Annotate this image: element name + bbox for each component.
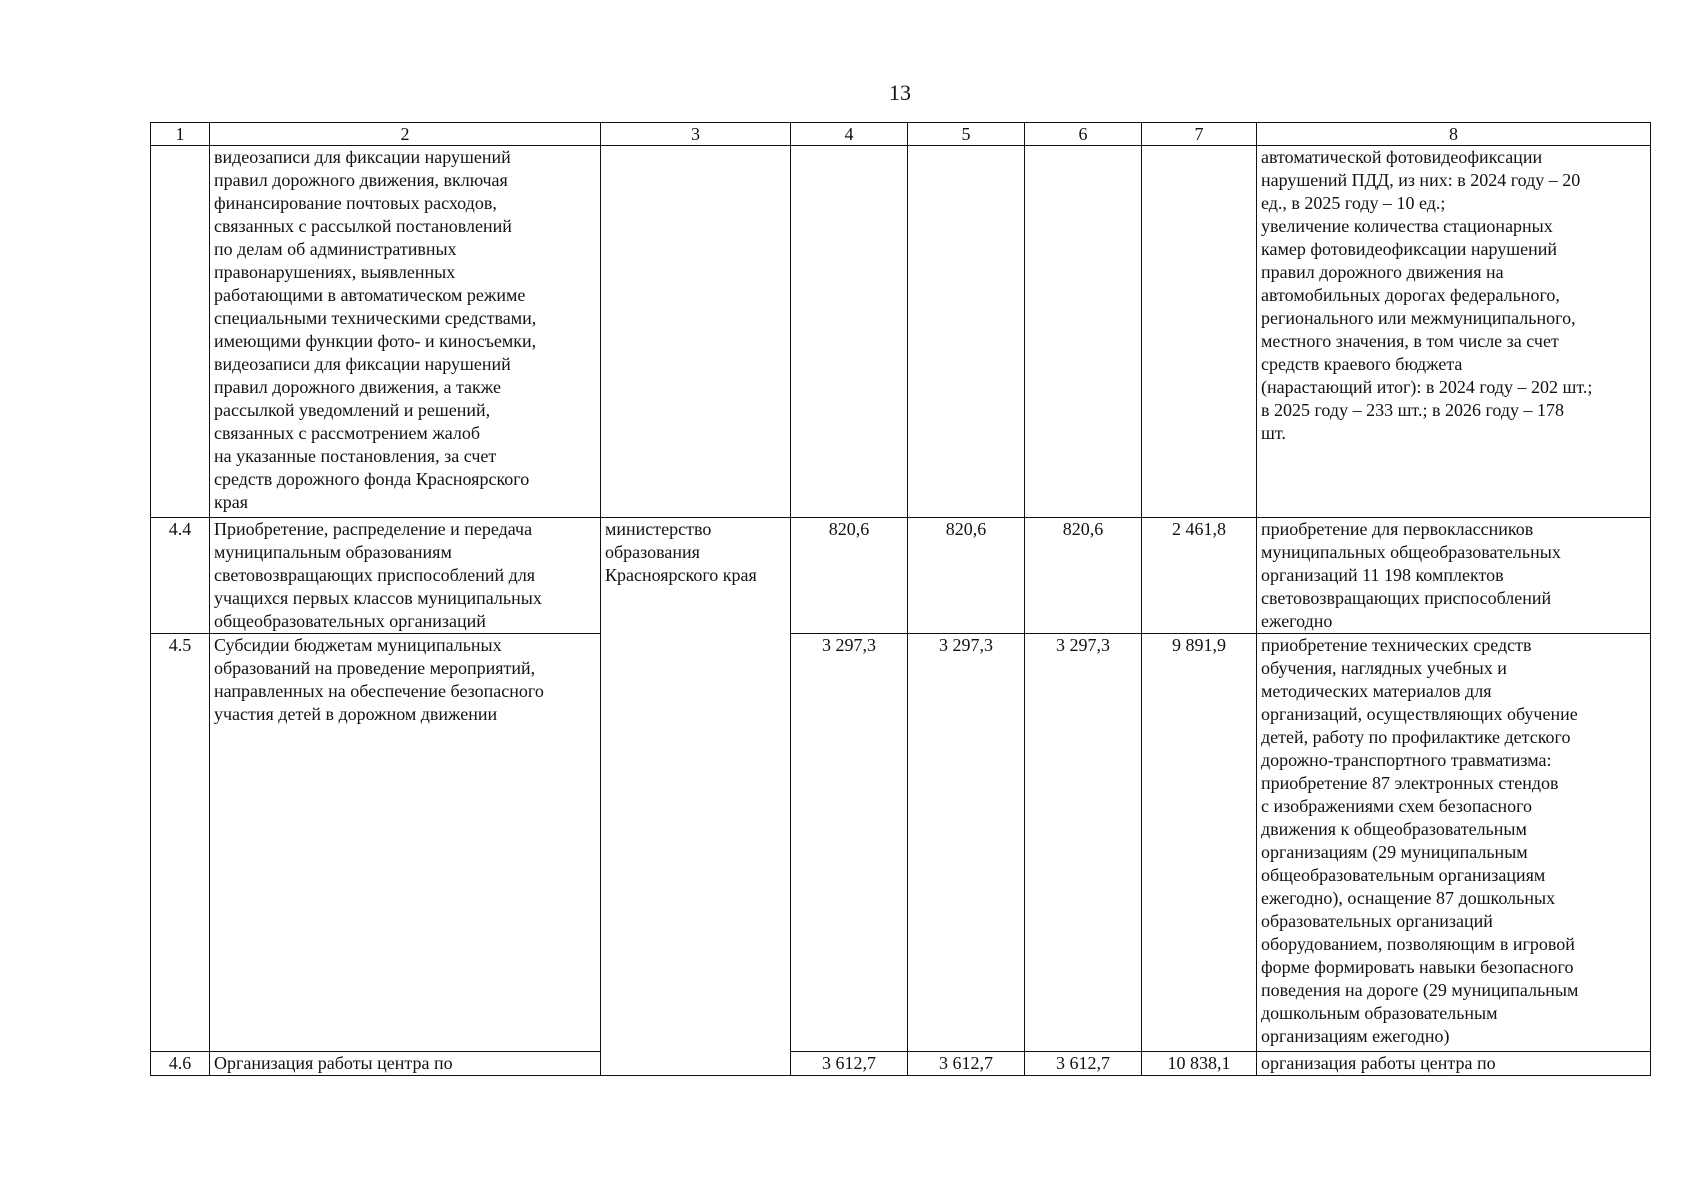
measure-name: видеозаписи для фиксации нарушений правил дорожного движения, включая финансирование почтовых расходов, связанных с рассылкой постановлений по делам об административных правонарушениях, выявленных работающими в автоматическом режиме специальными техническими средствами, имеющими функции фото- и киносъемки, видеозаписи для фиксации нарушений правил дорожного движения, а также рассылкой уведомлений и решений, связанных с рассмотрением жалоб на указанные постановления, за счет средств дорожного фонда Красноярского края [210, 146, 601, 518]
value-col6: 3 612,7 [1025, 1052, 1142, 1076]
header-cell: 7 [1142, 123, 1257, 146]
header-cell: 6 [1025, 123, 1142, 146]
value-col6: 3 297,3 [1025, 634, 1142, 1052]
measures-table [150, 122, 1651, 1076]
measure-name: Приобретение, распределение и передача муниципальным образованиям световозвращающих приспособлений для учащихся первых классов муниципальных общеобразовательных организаций [210, 518, 601, 634]
table-row [151, 146, 1651, 518]
value-col4: 3 612,7 [791, 1052, 908, 1076]
table-row [151, 634, 1651, 1052]
value-col5: 3 297,3 [908, 634, 1025, 1052]
table-row [151, 1052, 1651, 1076]
value-col4: 820,6 [791, 518, 908, 634]
row-number: 4.5 [151, 634, 210, 1052]
expected-result: автоматической фотовидеофиксации нарушений ПДД, из них: в 2024 году – 20 ед., в 2025 году – 10 ед.; увеличение количества стационарных камер фотовидеофиксации нарушений правил дорожного движения на автомобильных дорогах федерального, регионального или межмуниципального, местного значения, в том числе за счет средств краевого бюджета (нарастающий итог): в 2024 году – 202 шт.; в 2025 году – 233 шт.; в 2026 году – 178 шт. [1257, 146, 1651, 518]
header-cell: 4 [791, 123, 908, 146]
measure-name: Организация работы центра по [210, 1052, 601, 1076]
value-col4 [791, 146, 908, 518]
value-col7: 2 461,8 [1142, 518, 1257, 634]
value-col5: 3 612,7 [908, 1052, 1025, 1076]
value-col7: 9 891,9 [1142, 634, 1257, 1052]
executor: министерство образования Красноярского края [601, 518, 791, 1076]
value-col5 [908, 146, 1025, 518]
page-number: 13 [889, 80, 911, 105]
row-number: 4.4 [151, 518, 210, 634]
value-col6 [1025, 146, 1142, 518]
header-cell: 1 [151, 123, 210, 146]
header-cell: 5 [908, 123, 1025, 146]
row-number [151, 146, 210, 518]
measure-name: Субсидии бюджетам муниципальных образований на проведение мероприятий, направленных на обеспечение безопасного участия детей в дорожном движении [210, 634, 601, 1052]
value-col4: 3 297,3 [791, 634, 908, 1052]
header-cell: 3 [601, 123, 791, 146]
expected-result: приобретение технических средств обучения, наглядных учебных и методических материалов для организаций, осуществляющих обучение детей, работу по профилактике детского дорожно-транспортного травматизма: приобретение 87 электронных стендов с изображениями схем безопасного движения к общеобразовательным организациям (29 муниципальным общеобразовательным организациям ежегодно), оснащение 87 дошкольных образовательных организаций оборудованием, позволяющим в игровой форме формировать навыки безопасного поведения на дороге (29 муниципальным дошкольным образовательным организациям ежегодно) [1257, 634, 1651, 1052]
expected-result: приобретение для первоклассников муниципальных общеобразовательных организаций 11 198 комплектов световозвращающих приспособлений ежегодно [1257, 518, 1651, 634]
table-row [151, 518, 1651, 634]
executor [601, 146, 791, 518]
value-col7 [1142, 146, 1257, 518]
header-cell: 2 [210, 123, 601, 146]
header-row [151, 123, 1651, 146]
header-cell: 8 [1257, 123, 1651, 146]
expected-result: организация работы центра по [1257, 1052, 1651, 1076]
value-col5: 820,6 [908, 518, 1025, 634]
row-number: 4.6 [151, 1052, 210, 1076]
value-col6: 820,6 [1025, 518, 1142, 634]
value-col7: 10 838,1 [1142, 1052, 1257, 1076]
